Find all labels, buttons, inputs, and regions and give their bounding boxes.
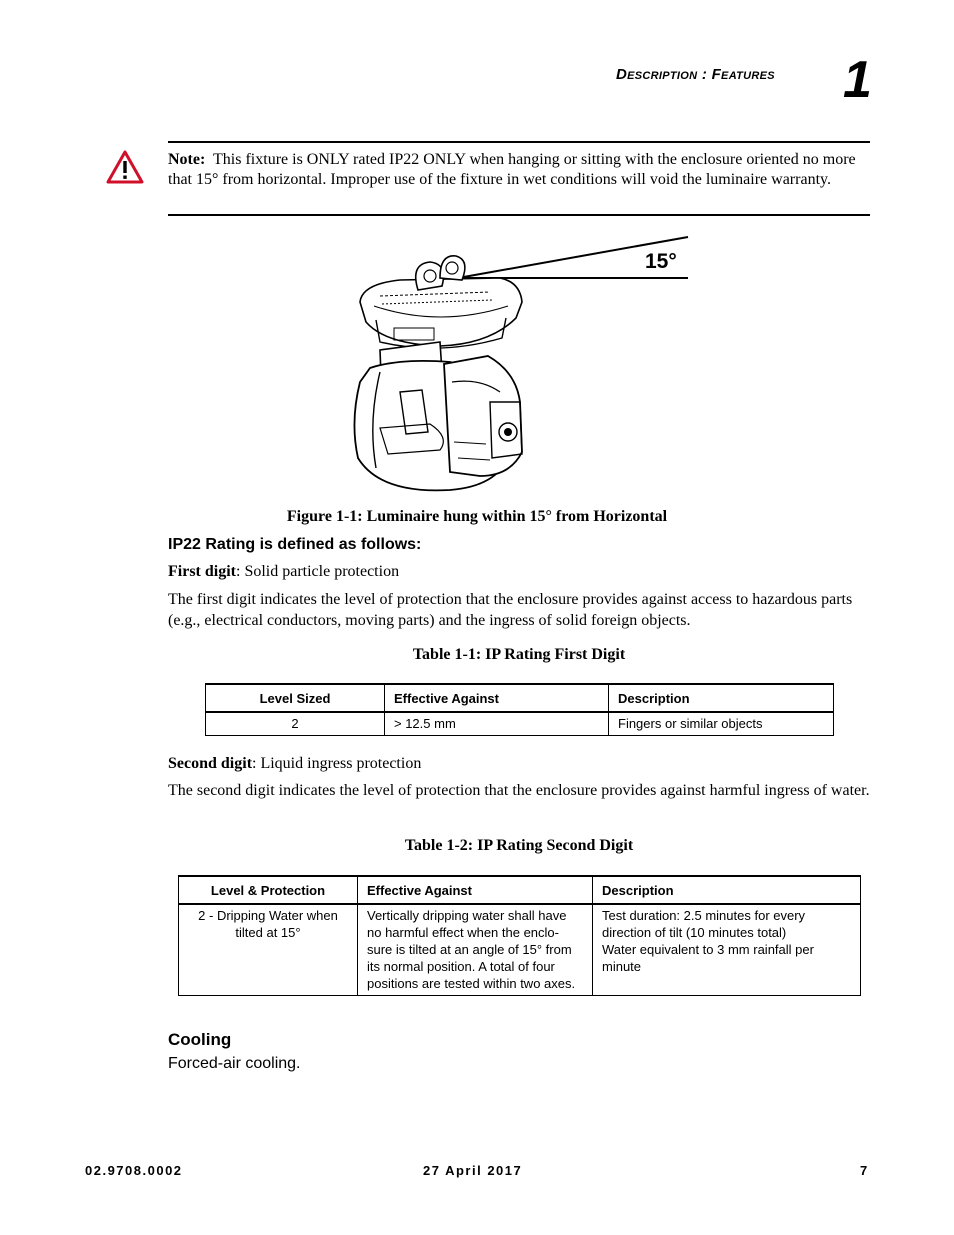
ip22-heading: IP22 Rating is defined as follows: bbox=[168, 536, 422, 553]
footer-page-number: 7 bbox=[860, 1163, 869, 1178]
luminaire-figure bbox=[340, 232, 692, 496]
table-header-cell: Effective Against bbox=[385, 684, 609, 712]
footer-date: 27 April 2017 bbox=[423, 1163, 523, 1178]
table-header-row bbox=[206, 684, 834, 712]
table-header-cell: Level Sized bbox=[206, 684, 385, 712]
first-digit-label: First digit bbox=[168, 563, 236, 580]
table-cell bbox=[593, 904, 861, 996]
table-header-cell: Description bbox=[593, 876, 861, 904]
first-digit-paragraph: The first digit indicates the level of protection that the enclosure provides against access to hazardous parts (e.g., electrical conductors, moving parts) and the ingress of solid foreign objects. bbox=[168, 591, 853, 629]
section-title: Description : Features bbox=[616, 66, 775, 83]
second-digit-paragraph: The second digit indicates the level of protection that the enclosure provides against harmful ingress of water. bbox=[168, 782, 870, 799]
table-row bbox=[206, 712, 834, 736]
first-digit-desc: : Solid particle protection bbox=[236, 563, 400, 580]
table-header-cell: Description bbox=[609, 684, 834, 712]
chapter-number: 1 bbox=[843, 51, 872, 109]
ip-second-digit-table bbox=[178, 875, 861, 996]
note-body: This fixture is ONLY rated IP22 ONLY when hanging or sitting with the enclosure oriented no more that 15° from horizontal. Improper use of the fixture in wet conditions will void the luminaire warranty. bbox=[168, 151, 856, 188]
footer-doc-number: 02.9708.0002 bbox=[85, 1163, 183, 1178]
table-cell: 2 - Dripping Water when tilted at 15° bbox=[179, 904, 358, 996]
note-label: Note: bbox=[168, 151, 206, 168]
table2-caption: Table 1-2: IP Rating Second Digit bbox=[404, 837, 634, 854]
note-bottom-rule bbox=[168, 214, 870, 216]
table1-caption: Table 1-1: IP Rating First Digit bbox=[412, 646, 626, 663]
ip-first-digit-table bbox=[205, 683, 834, 736]
figure-caption: Figure 1-1: Luminaire hung within 15° from Horizontal bbox=[286, 508, 668, 525]
second-digit-desc: : Liquid ingress protection bbox=[252, 755, 422, 772]
table-cell: 2 bbox=[206, 712, 385, 736]
table-header-row bbox=[179, 876, 861, 904]
table-cell: > 12.5 mm bbox=[385, 712, 609, 736]
table-cell: Vertically dripping water shall have no harmful effect when the enclo-sure is tilted at an angle of 15° from its normal position. A total of four positions are tested within two axes. bbox=[358, 904, 593, 996]
angle-label: 15° bbox=[645, 250, 677, 273]
table-header-cell: Level & Protection bbox=[179, 876, 358, 904]
first-digit-line bbox=[168, 561, 870, 582]
cooling-text: Forced-air cooling. bbox=[168, 1055, 301, 1072]
note-text bbox=[168, 150, 870, 190]
table-header-cell: Effective Against bbox=[358, 876, 593, 904]
warning-icon bbox=[106, 150, 144, 184]
table-row bbox=[179, 904, 861, 996]
second-digit-line bbox=[168, 753, 870, 774]
table-cell: Fingers or similar objects bbox=[609, 712, 834, 736]
table-cell-line: Test duration: 2.5 minutes for every direction of tilt (10 minutes total) bbox=[602, 908, 806, 940]
table-cell-line: Water equivalent to 3 mm rainfall per minute bbox=[602, 942, 814, 974]
note-top-rule bbox=[168, 141, 870, 143]
cooling-heading: Cooling bbox=[168, 1030, 232, 1049]
second-digit-label: Second digit bbox=[168, 755, 253, 772]
